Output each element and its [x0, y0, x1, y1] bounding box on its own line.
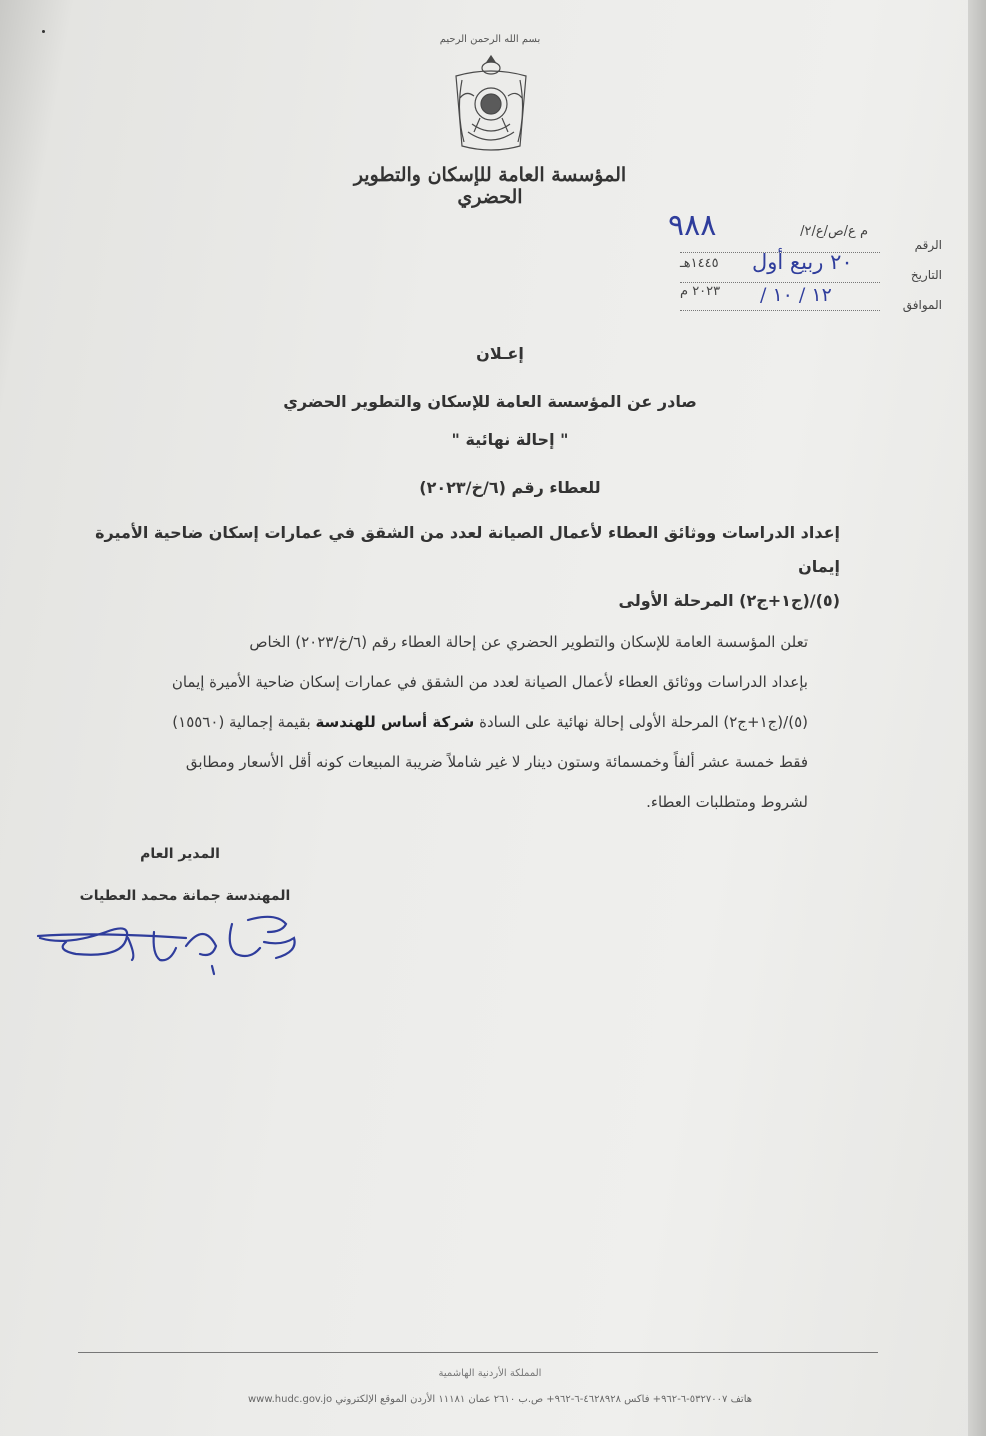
reference-number-printed: م ع/ص/ع/٢/ [800, 224, 868, 239]
tender-subject-line: إعداد الدراسات ووثائق العطاء لأعمال الصيانة لعدد من الشقق في عمارات إسكان ضاحية الأميرة إيمان [95, 523, 840, 576]
body-line [70, 702, 808, 742]
body-line: فقط خمسة عشر ألفاً وخمسمائة وستون دينار لا غير شاملاً ضريبة المبيعات كونه أقل الأسعار ومطابق [185, 753, 808, 771]
date-dotted-line [680, 282, 880, 283]
body-line: لشروط ومتطلبات العطاء. [646, 793, 808, 811]
ink-dot [42, 30, 45, 33]
date-hijri-printed: ١٤٤٥هـ [680, 256, 719, 271]
footer-contact: هاتف ٥٣٢٧٠٠٧-٦-٩٦٢+ فاكس ٤٦٢٨٩٢٨-٦-٩٦٢+ ص.ب ٢٦١٠ عمان ١١١٨١ الأردن الموقع الإلكتروني www.hudc.gov.jo [247, 1394, 753, 1405]
footer-country: المملكة الأردنية الهاشمية [438, 1368, 542, 1379]
date-gregorian-handwritten: ١٢ / ١٠ / [760, 284, 832, 306]
coat-of-arms-icon [450, 52, 532, 156]
announcement-body [70, 622, 808, 822]
gregorian-label: الموافق [902, 298, 942, 312]
body-line: بإعداد الدراسات ووثائق العطاء لأعمال الصيانة لعدد من الشقق في عمارات إسكان ضاحية الأميرة إيمان [171, 673, 808, 691]
body-line-part: بقيمة إجمالية (١٥٥٦٠) [172, 713, 311, 731]
organization-header: المؤسسة العامة للإسكان والتطوير الحضري [353, 164, 627, 208]
announcement-type: " إحالة نهائية " [451, 430, 569, 449]
awarded-company: شركة أساس للهندسة [315, 713, 475, 731]
reference-number-handwritten: ٩٨٨ [668, 208, 717, 243]
date-label: التاريخ [910, 268, 942, 282]
signatory-name: المهندسة جمانة محمد العطيات [79, 888, 291, 904]
signatory-title: المدير العام [140, 846, 220, 862]
basmala: بسم الله الرحمن الرحيم [439, 34, 541, 45]
date-gregorian-printed: ٢٠٢٣ م [680, 284, 721, 299]
body-line-part: (٥)/(ج١+ج٢) المرحلة الأولى إحالة نهائية على السادة [479, 713, 808, 731]
page-edge-shadow [968, 0, 986, 1436]
date-hijri-handwritten: ٢٠ ربيع أول [752, 250, 853, 274]
gregorian-dotted-line [680, 310, 880, 311]
announcement-issuer: صادر عن المؤسسة العامة للإسكان والتطوير الحضري [283, 392, 697, 411]
announcement-title: إعـلان [476, 344, 524, 363]
reference-number-label: الرقم [914, 238, 942, 252]
tender-subject-line: (٥)/(ج١+ج٢) المرحلة الأولى [618, 591, 840, 610]
footer-divider [78, 1352, 878, 1353]
tender-number: للعطاء رقم (٦/خ/٢٠٢٣) [419, 478, 601, 497]
body-line: تعلن المؤسسة العامة للإسكان والتطوير الحضري عن إحالة العطاء رقم (٦/خ/٢٠٢٣) الخاص [249, 633, 808, 651]
tender-subject [60, 516, 840, 618]
handwritten-signature [36, 902, 316, 982]
